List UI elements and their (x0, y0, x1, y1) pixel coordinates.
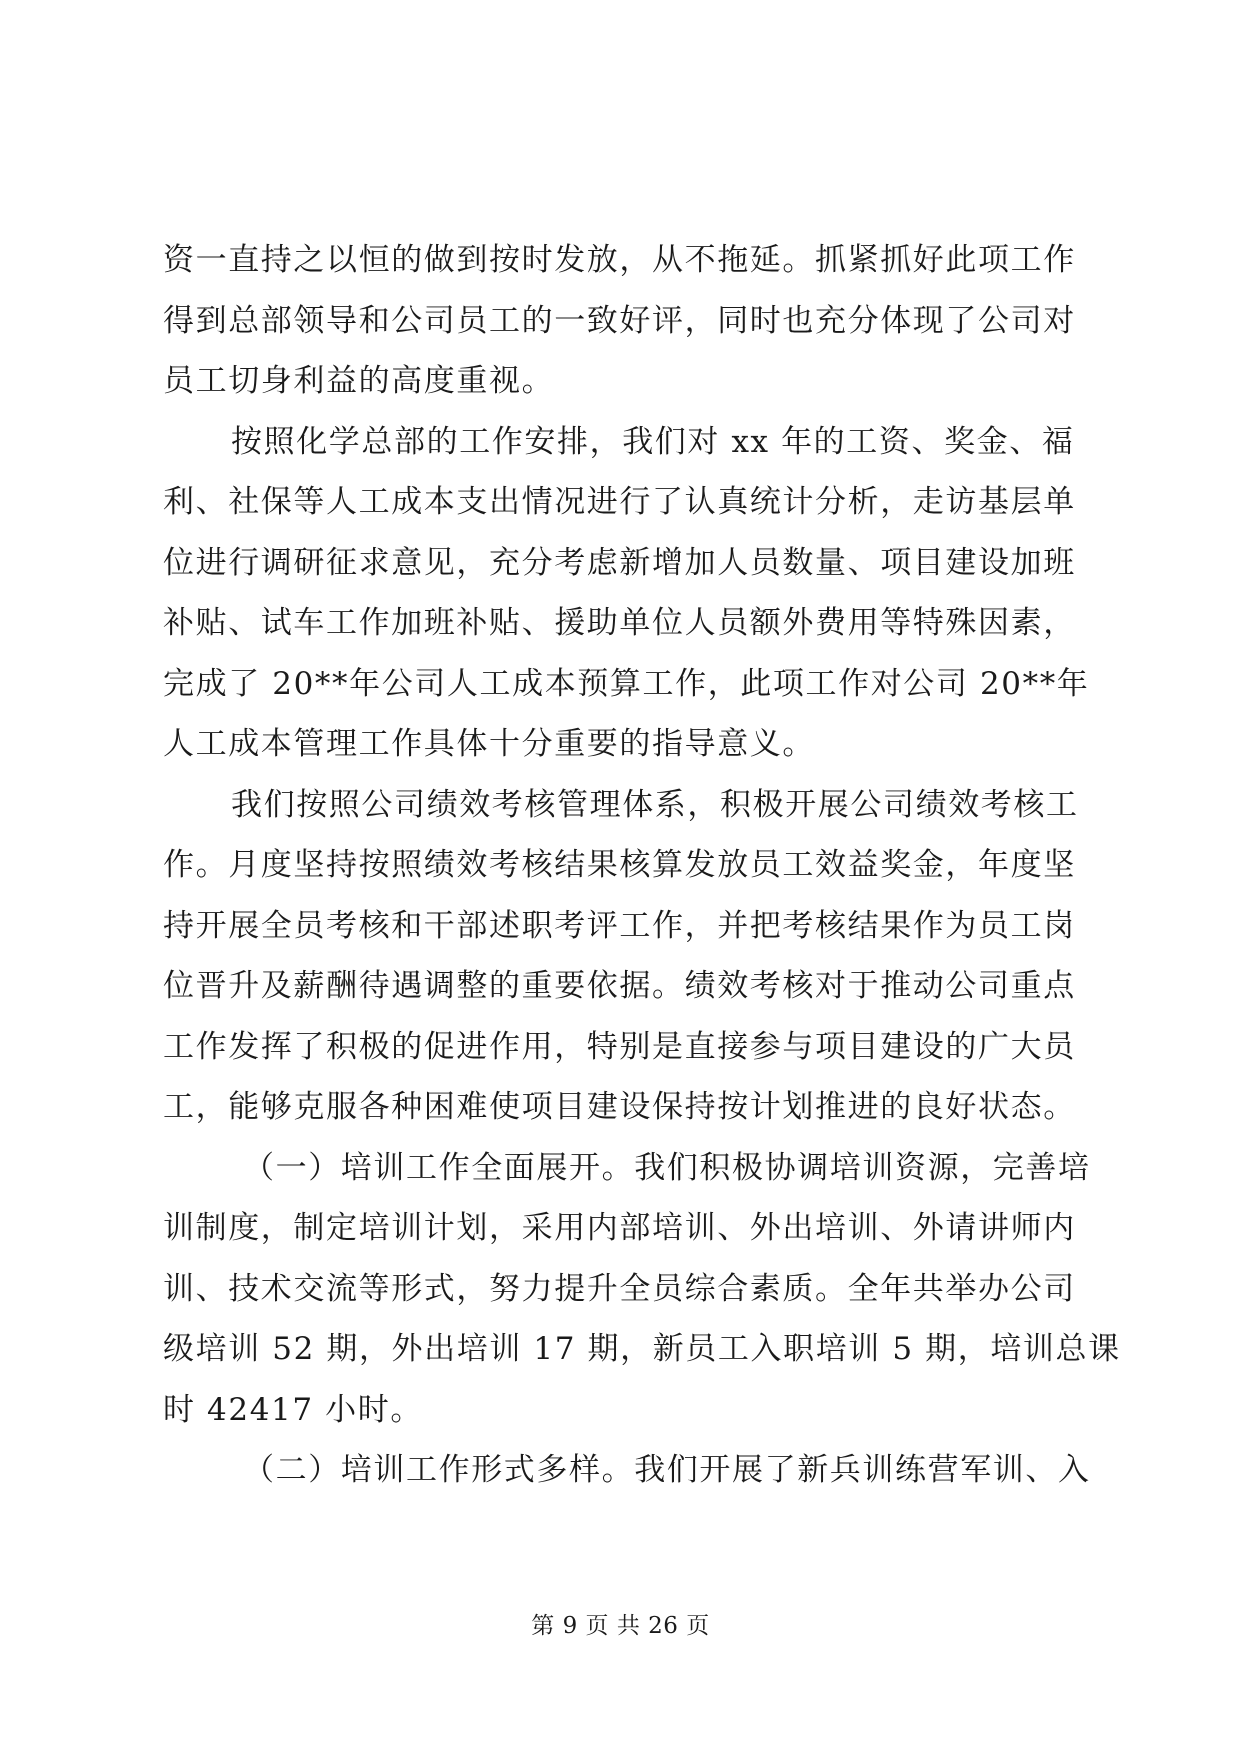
text-line: 得到总部领导和公司员工的一致好评，同时也充分体现了公司对 (163, 302, 1076, 339)
text-line: 工作发挥了积极的促进作用，特别是直接参与项目建设的广大员 (163, 1028, 1076, 1065)
text-line: 完成了 20**年公司人工成本预算工作，此项工作对公司 20**年 (163, 665, 1090, 702)
text-line: 人工成本管理工作具体十分重要的指导意义。 (163, 726, 815, 762)
paragraph-start-line: 我们按照公司绩效考核管理体系，积极开展公司绩效考核工 (231, 786, 1079, 823)
page-number-label: 第 9 页 共 26 页 (531, 1613, 710, 1639)
text-line: 时 42417 小时。 (163, 1391, 423, 1428)
text-line: 工，能够克服各种困难使项目建设保持按计划推进的良好状态。 (163, 1089, 1076, 1125)
text-line: 训、技术交流等形式，努力提升全员综合素质。全年共举办公司 (163, 1270, 1076, 1307)
text-line: 作。月度坚持按照绩效考核结果核算发放员工效益奖金，年度坚 (163, 847, 1076, 883)
paragraph-start-line: 按照化学总部的工作安排，我们对 xx 年的工资、奖金、福 (231, 423, 1075, 460)
text-line: 补贴、试车工作加班补贴、援助单位人员额外费用等特殊因素， (163, 605, 1076, 641)
text-line: 位进行调研征求意见，充分考虑新增加人员数量、项目建设加班 (163, 544, 1076, 581)
text-line: 资一直持之以恒的做到按时发放，从不拖延。抓紧抓好此项工作 (163, 242, 1076, 278)
section-heading-line: （一）培训工作全面展开。我们积极协调培训资源，完善培 (243, 1149, 1091, 1186)
body-text (163, 230, 1121, 1501)
page-footer (0, 1607, 1241, 1640)
text-line: 训制度，制定培训计划，采用内部培训、外出培训、外请讲师内 (163, 1210, 1076, 1246)
text-line: 级培训 52 期，外出培训 17 期，新员工入职培训 5 期，培训总课 (163, 1331, 1121, 1367)
section-heading-line: （二）培训工作形式多样。我们开展了新兵训练营军训、入 (243, 1452, 1091, 1488)
text-line: 位晋升及薪酬待遇调整的重要依据。绩效考核对于推动公司重点 (163, 968, 1076, 1004)
text-line: 利、社保等人工成本支出情况进行了认真统计分析，走访基层单 (163, 484, 1076, 520)
text-line: 持开展全员考核和干部述职考评工作，并把考核结果作为员工岗 (163, 907, 1076, 944)
text-line: 员工切身利益的高度重视。 (163, 363, 555, 399)
